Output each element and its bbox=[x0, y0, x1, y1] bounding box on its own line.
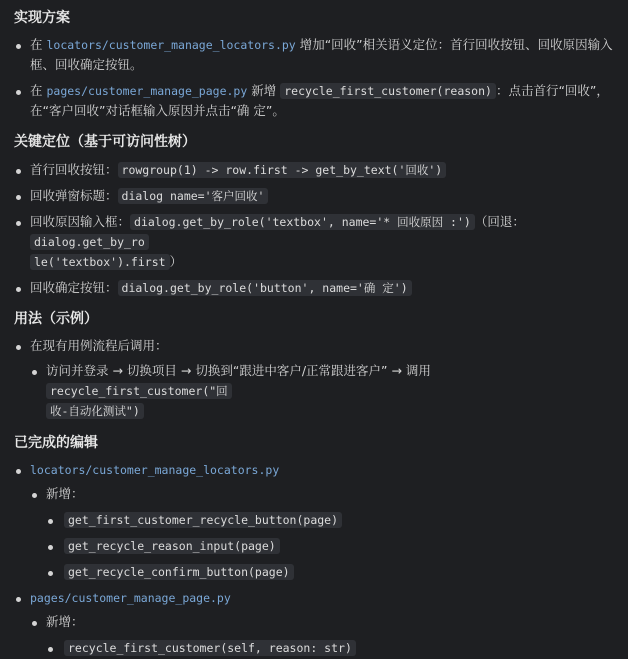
list bbox=[14, 35, 614, 121]
inline-code: 收-自动化测试") bbox=[46, 403, 144, 419]
inline-code: dialog.get_by_role('textbox', name='* 回收原因 :') bbox=[130, 214, 475, 230]
list-item bbox=[46, 638, 614, 658]
inline-code: dialog.get_by_ro bbox=[30, 234, 149, 250]
section-title: 已完成的编辑 bbox=[14, 435, 98, 451]
list bbox=[14, 460, 614, 658]
section-edits bbox=[14, 432, 614, 658]
inline-code: recycle_first_customer("回 bbox=[46, 383, 232, 399]
list-item: 在现有用例流程后调用： 访问并登录 → 切换项目 → 切换到“跟进中客户/正常跟进客户” → 调用 recycle_first_customer("回 收-自动化测试") bbox=[14, 336, 614, 421]
list-item: 首行回收按钮： rowgroup(1) -> row.first -> get_by_text('回收') bbox=[14, 160, 614, 180]
inline-code: le('textbox').first bbox=[30, 254, 170, 270]
inline-code: rowgroup(1) -> row.first -> get_by_text('回收') bbox=[118, 162, 447, 178]
file-link[interactable]: pages/customer_manage_page.py bbox=[30, 591, 231, 605]
list-item bbox=[46, 536, 614, 556]
list-item: 在 pages/customer_manage_page.py 新增 recycle_first_customer(reason) ：点击首行“回收”，在“客户回收”对话框输入原因并点击“确 定”。 bbox=[14, 81, 614, 121]
inline-code: dialog.get_by_role('button', name='确 定') bbox=[118, 280, 412, 296]
list-item bbox=[14, 588, 614, 658]
section-usage bbox=[14, 308, 614, 421]
file-link[interactable]: pages/customer_manage_page.py bbox=[46, 84, 248, 98]
sub-list bbox=[46, 638, 614, 658]
list-item: 回收确定按钮： dialog.get_by_role('button', name='确 定') bbox=[14, 278, 614, 298]
section-title: 关键定位（基于可访问性树） bbox=[14, 134, 196, 150]
section-locators bbox=[14, 131, 614, 298]
list-item: 访问并登录 → 切换项目 → 切换到“跟进中客户/正常跟进客户” → 调用 recycle_first_customer("回 收-自动化测试") bbox=[30, 361, 614, 421]
sub-list bbox=[30, 361, 614, 421]
file-link[interactable]: locators/customer_manage_locators.py bbox=[46, 38, 296, 52]
list bbox=[14, 160, 614, 298]
inline-code: dialog name='客户回收' bbox=[118, 188, 269, 204]
section-title: 用法（示例） bbox=[14, 311, 98, 327]
section-implementation bbox=[14, 7, 614, 121]
list bbox=[14, 336, 614, 421]
list-item: 新增： recycle_first_customer(self, reason: str) bbox=[30, 612, 614, 658]
sub-list bbox=[46, 510, 614, 582]
file-link[interactable]: locators/customer_manage_locators.py bbox=[30, 463, 280, 477]
list-item: 新增： get_first_customer_recycle_button(page) get_recycle_reason_input(page) get_recycle_confirm_button(page) bbox=[30, 484, 614, 582]
sub-list bbox=[30, 484, 614, 582]
sub-list bbox=[30, 612, 614, 658]
inline-code: get_recycle_confirm_button(page) bbox=[64, 564, 294, 580]
list-item: 回收原因输入框： dialog.get_by_role('textbox', name='* 回收原因 :') （回退：dialog.get_by_ro le('textbox').first ） bbox=[14, 212, 614, 272]
list-item: 回收弹窗标题： dialog name='客户回收' bbox=[14, 186, 614, 206]
list-item bbox=[14, 460, 614, 582]
list-item bbox=[46, 510, 614, 530]
inline-code: get_first_customer_recycle_button(page) bbox=[64, 512, 342, 528]
section-title: 实现方案 bbox=[14, 10, 70, 26]
inline-code: get_recycle_reason_input(page) bbox=[64, 538, 280, 554]
list-item: 在 locators/customer_manage_locators.py 增加“回收”相关语义定位：首行回收按钮、回收原因输入框、回收确定按钮。 bbox=[14, 35, 614, 75]
inline-code: recycle_first_customer(self, reason: str) bbox=[64, 640, 356, 656]
inline-code: recycle_first_customer(reason) bbox=[280, 83, 496, 99]
list-item bbox=[46, 562, 614, 582]
